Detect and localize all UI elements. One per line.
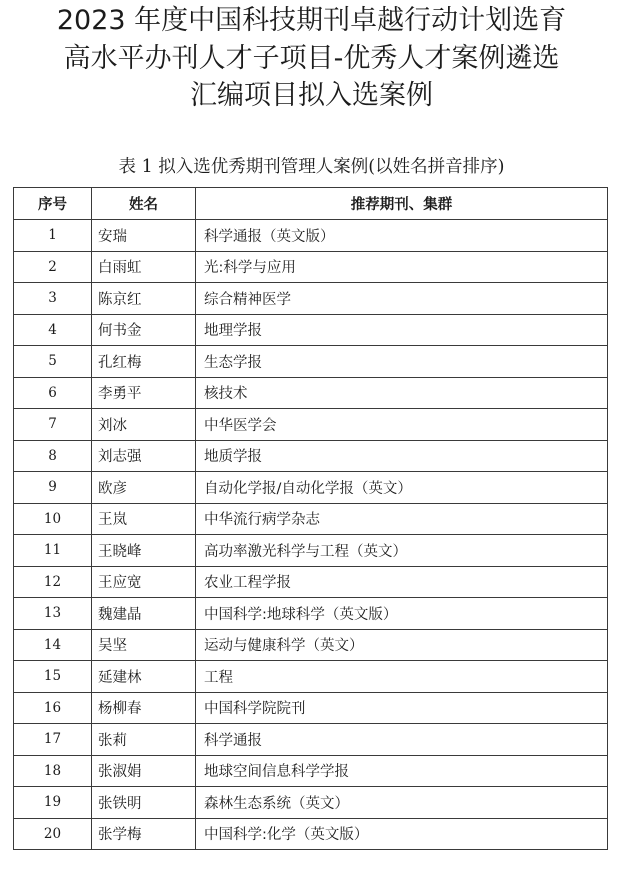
table-row (14, 818, 608, 850)
table-row (14, 598, 608, 630)
document-title (0, 2, 623, 115)
cell-seq: 17 (14, 724, 92, 756)
cell-seq: 11 (14, 535, 92, 567)
cell-journal: 生态学报 (196, 346, 608, 378)
cell-name: 王应宽 (92, 566, 196, 598)
cell-name: 白雨虹 (92, 251, 196, 283)
cell-name: 张淑娟 (92, 755, 196, 787)
cell-journal: 中华医学会 (196, 409, 608, 441)
table-row (14, 629, 608, 661)
cell-journal: 光:科学与应用 (196, 251, 608, 283)
case-table (13, 187, 608, 850)
cell-name: 李勇平 (92, 377, 196, 409)
cell-seq: 12 (14, 566, 92, 598)
cell-journal: 科学通报 (196, 724, 608, 756)
cell-name: 杨柳春 (92, 692, 196, 724)
cell-name: 欧彦 (92, 472, 196, 504)
cell-journal: 科学通报（英文版） (196, 220, 608, 252)
cell-journal: 中国科学院院刊 (196, 692, 608, 724)
cell-name: 吴坚 (92, 629, 196, 661)
table-row (14, 661, 608, 693)
cell-seq: 8 (14, 440, 92, 472)
cell-journal: 中国科学:化学（英文版） (196, 818, 608, 850)
table-row (14, 440, 608, 472)
title-line-2: 高水平办刊人才子项目-优秀人才案例遴选 (63, 42, 560, 74)
cell-seq: 10 (14, 503, 92, 535)
table-row (14, 566, 608, 598)
cell-seq: 20 (14, 818, 92, 850)
cell-seq: 16 (14, 692, 92, 724)
table-row (14, 314, 608, 346)
cell-journal: 综合精神医学 (196, 283, 608, 315)
title-line-3: 汇编项目拟入选案例 (190, 80, 433, 111)
cell-name: 陈京红 (92, 283, 196, 315)
cell-seq: 9 (14, 472, 92, 504)
cell-name: 安瑞 (92, 220, 196, 252)
cell-journal: 运动与健康科学（英文） (196, 629, 608, 661)
cell-name: 张铁明 (92, 787, 196, 819)
cell-journal: 农业工程学报 (196, 566, 608, 598)
cell-seq: 19 (14, 787, 92, 819)
cell-name: 刘冰 (92, 409, 196, 441)
cell-seq: 3 (14, 283, 92, 315)
table-row (14, 377, 608, 409)
header-seq: 序号 (14, 188, 92, 220)
table-row (14, 472, 608, 504)
table-row (14, 409, 608, 441)
cell-name: 王岚 (92, 503, 196, 535)
table-row (14, 251, 608, 283)
table-row (14, 503, 608, 535)
cell-journal: 核技术 (196, 377, 608, 409)
cell-seq: 4 (14, 314, 92, 346)
table-row (14, 283, 608, 315)
table-row (14, 346, 608, 378)
cell-journal: 森林生态系统（英文） (196, 787, 608, 819)
cell-name: 张莉 (92, 724, 196, 756)
table-body (14, 220, 608, 850)
cell-journal: 中国科学:地球科学（英文版） (196, 598, 608, 630)
cell-name: 王晓峰 (92, 535, 196, 567)
cell-journal: 地理学报 (196, 314, 608, 346)
cell-name: 刘志强 (92, 440, 196, 472)
cell-name: 魏建晶 (92, 598, 196, 630)
cell-journal: 高功率激光科学与工程（英文） (196, 535, 608, 567)
cell-journal: 地球空间信息科学学报 (196, 755, 608, 787)
cell-journal: 地质学报 (196, 440, 608, 472)
cell-name: 何书金 (92, 314, 196, 346)
header-journal: 推荐期刊、集群 (196, 188, 608, 220)
cell-seq: 14 (14, 629, 92, 661)
cell-journal: 中华流行病学杂志 (196, 503, 608, 535)
cell-seq: 15 (14, 661, 92, 693)
cell-seq: 2 (14, 251, 92, 283)
cell-seq: 1 (14, 220, 92, 252)
cell-seq: 7 (14, 409, 92, 441)
cell-seq: 18 (14, 755, 92, 787)
cell-name: 延建林 (92, 661, 196, 693)
table-row (14, 787, 608, 819)
cell-journal: 自动化学报/自动化学报（英文） (196, 472, 608, 504)
table-header-row (14, 188, 608, 220)
cell-seq: 13 (14, 598, 92, 630)
table-row (14, 692, 608, 724)
cell-name: 孔红梅 (92, 346, 196, 378)
cell-seq: 6 (14, 377, 92, 409)
header-name: 姓名 (92, 188, 196, 220)
table-row (14, 535, 608, 567)
cell-seq: 5 (14, 346, 92, 378)
cell-journal: 工程 (196, 661, 608, 693)
table-caption: 表 1 拟入选优秀期刊管理人案例(以姓名拼音排序) (118, 157, 505, 177)
table-row (14, 755, 608, 787)
table-row (14, 724, 608, 756)
table-row (14, 220, 608, 252)
cell-name: 张学梅 (92, 818, 196, 850)
title-line-1: 2023 年度中国科技期刊卓越行动计划选育 (56, 5, 567, 36)
